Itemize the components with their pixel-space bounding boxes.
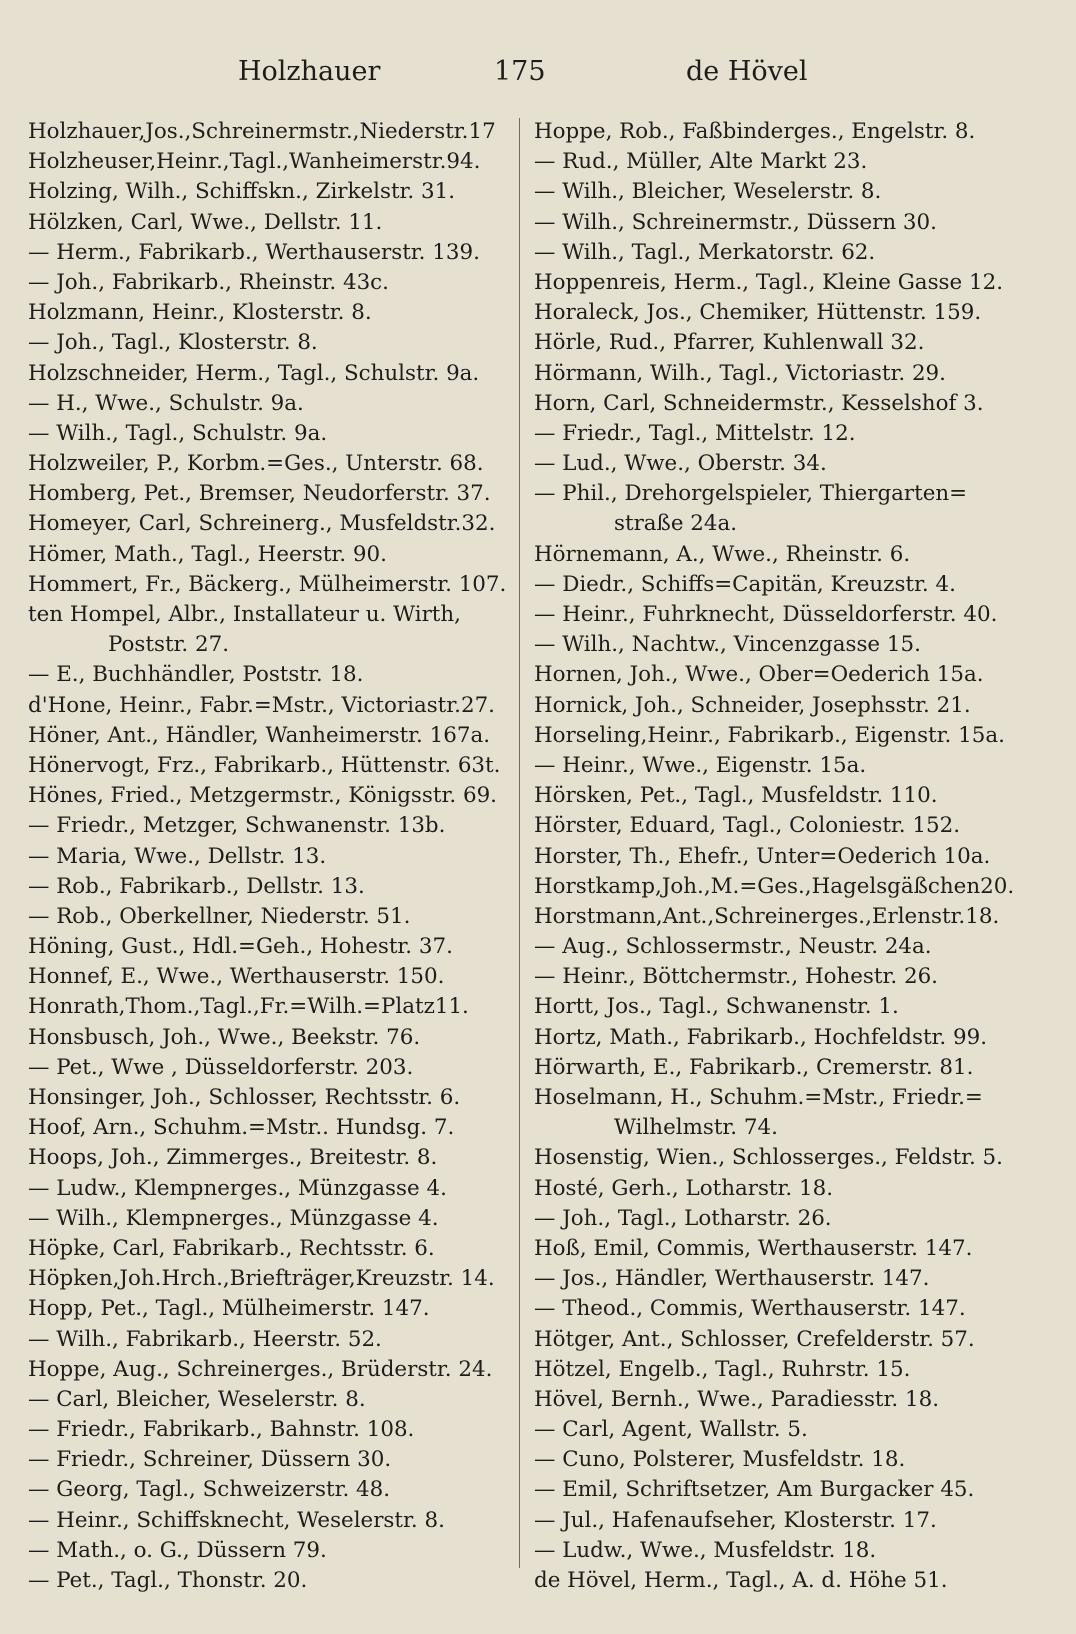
directory-entry-continuation: Wilhelmstr. 74. (614, 1115, 778, 1141)
directory-entry: Holzmann, Heinr., Klosterstr. 8. (28, 300, 372, 326)
directory-entry: — Georg, Tagl., Schweizerstr. 48. (28, 1477, 391, 1503)
directory-entry: Homeyer, Carl, Schreinerg., Musfeldstr.32. (28, 511, 496, 537)
column-divider (519, 118, 520, 1568)
directory-entry: Hölzken, Carl, Wwe., Dellstr. 11. (28, 209, 383, 235)
header-left-word: Holzhauer (238, 56, 381, 87)
directory-entry: Hoppenreis, Herm., Tagl., Kleine Gasse 12. (534, 269, 1003, 295)
directory-entry: — Wilh., Bleicher, Weselerstr. 8. (534, 179, 882, 205)
directory-entry: Hortt, Jos., Tagl., Schwanenstr. 1. (534, 994, 899, 1020)
directory-entry: Holzheuser,Heinr.,Tagl.,Wanheimerstr.94. (28, 149, 481, 175)
directory-entry: — E., Buchhändler, Poststr. 18. (28, 662, 364, 688)
directory-entry: — Jul., Hafenaufseher, Klosterstr. 17. (534, 1507, 937, 1533)
directory-entry: Hoops, Joh., Zimmerges., Breitestr. 8. (28, 1145, 438, 1171)
directory-entry: Höpken,Joh.Hrch.,Briefträger,Kreuzstr. 14. (28, 1266, 495, 1292)
directory-entry: — Joh., Tagl., Lotharstr. 26. (534, 1205, 832, 1231)
directory-entry: — Rud., Müller, Alte Markt 23. (534, 149, 868, 175)
directory-entry-continuation: Poststr. 27. (108, 632, 230, 658)
directory-entry: Holzing, Wilh., Schiffskn., Zirkelstr. 31. (28, 179, 456, 205)
directory-entry: Horstkamp,Joh.,M.=Ges.,Hagelsgäßchen20. (534, 873, 1015, 899)
directory-entry: — Rob., Fabrikarb., Dellstr. 13. (28, 873, 365, 899)
directory-entry: Hörle, Rud., Pfarrer, Kuhlenwall 32. (534, 330, 925, 356)
directory-entry: — Maria, Wwe., Dellstr. 13. (28, 843, 327, 869)
directory-entry: — Math., o. G., Düssern 79. (28, 1537, 327, 1563)
directory-entry: — Herm., Fabrikarb., Werthauserstr. 139. (28, 239, 480, 265)
directory-entry: Hoselmann, H., Schuhm.=Mstr., Friedr.= (534, 1085, 983, 1110)
directory-entry: — Wilh., Klempnerges., Münzgasse 4. (28, 1205, 439, 1231)
directory-entry: — Wilh., Nachtw., Vincenzgasse 15. (534, 632, 921, 658)
directory-entry: Holzschneider, Herm., Tagl., Schulstr. 9a. (28, 360, 480, 386)
directory-entry: — Theod., Commis, Werthauserstr. 147. (534, 1296, 966, 1322)
directory-entry: Honsbusch, Joh., Wwe., Beekstr. 76. (28, 1024, 421, 1050)
left-column (28, 117, 512, 1593)
directory-entry: Holzweiler, P., Korbm.=Ges., Unterstr. 68. (28, 451, 484, 477)
right-column (534, 117, 1034, 1593)
directory-entry: — Friedr., Tagl., Mittelstr. 12. (534, 420, 856, 446)
directory-entry: Hönes, Fried., Metzgermstr., Königsstr. 69. (28, 783, 497, 809)
directory-entry: — Joh., Tagl., Klosterstr. 8. (28, 330, 318, 356)
directory-entry: — Ludw., Wwe., Musfeldstr. 18. (534, 1537, 877, 1563)
directory-entry: — Rob., Oberkellner, Niederstr. 51. (28, 903, 411, 929)
directory-entry: Horstmann,Ant.,Schreinerges.,Erlenstr.18. (534, 903, 1000, 929)
directory-entry: Homberg, Pet., Bremser, Neudorferstr. 37. (28, 481, 491, 507)
directory-entry: — Heinr., Fuhrknecht, Düsseldorferstr. 40. (534, 602, 998, 627)
directory-entry: Hönervogt, Frz., Fabrikarb., Hüttenstr. 63t. (28, 752, 501, 778)
directory-entry: Hövel, Bernh., Wwe., Paradiesstr. 18. (534, 1386, 940, 1412)
directory-entry: Honnef, E., Wwe., Werthauserstr. 150. (28, 964, 445, 990)
directory-entry: — Pet., Tagl., Thonstr. 20. (28, 1568, 308, 1593)
directory-entry: — Heinr., Böttchermstr., Hohestr. 26. (534, 964, 938, 990)
directory-entry: Höner, Ant., Händler, Wanheimerstr. 167a. (28, 722, 491, 748)
directory-entry: — Friedr., Metzger, Schwanenstr. 13b. (28, 813, 446, 839)
directory-entry: — Heinr., Schiffsknecht, Weselerstr. 8. (28, 1507, 445, 1533)
directory-entry: — Friedr., Schreiner, Düssern 30. (28, 1447, 392, 1473)
directory-entry: Horster, Th., Ehefr., Unter=Oederich 10a. (534, 843, 991, 869)
directory-entry: Horaleck, Jos., Chemiker, Hüttenstr. 159. (534, 300, 982, 326)
directory-entry: ten Hompel, Albr., Installateur u. Wirth, (28, 602, 461, 627)
directory-entry: Hötger, Ant., Schlosser, Crefelderstr. 57. (534, 1326, 975, 1352)
directory-entry: Hosté, Gerh., Lotharstr. 18. (534, 1175, 834, 1201)
directory-entry: — Ludw., Klempnerges., Münzgasse 4. (28, 1175, 447, 1201)
directory-entry: — Emil, Schriftsetzer, Am Burgacker 45. (534, 1477, 975, 1503)
directory-entry: — Wilh., Tagl., Schulstr. 9a. (28, 420, 328, 446)
directory-entry: Hornick, Joh., Schneider, Josephsstr. 21. (534, 692, 971, 718)
directory-entry: Hommert, Fr., Bäckerg., Mülheimerstr. 107. (28, 571, 507, 597)
directory-entry: — Heinr., Wwe., Eigenstr. 15a. (534, 752, 867, 778)
directory-entry: Horn, Carl, Schneidermstr., Kesselshof 3. (534, 390, 984, 416)
directory-entry: — Phil., Drehorgelspieler, Thiergarten= (534, 481, 968, 507)
directory-entry: d'Hone, Heinr., Fabr.=Mstr., Victoriastr.27. (28, 692, 495, 718)
directory-entry: — Diedr., Schiffs=Capitän, Kreuzstr. 4. (534, 571, 956, 597)
directory-entry: Hörsken, Pet., Tagl., Musfeldstr. 110. (534, 783, 938, 809)
directory-entry: Höpke, Carl, Fabrikarb., Rechtsstr. 6. (28, 1235, 435, 1261)
directory-entry: Hörnemann, A., Wwe., Rheinstr. 6. (534, 541, 911, 567)
directory-entry: Hosenstig, Wien., Schlosserges., Feldstr. 5. (534, 1145, 1003, 1171)
directory-entry: — Cuno, Polsterer, Musfeldstr. 18. (534, 1447, 906, 1473)
page-header (0, 52, 1076, 92)
directory-entry: Hoß, Emil, Commis, Werthauserstr. 147. (534, 1235, 973, 1261)
directory-entry: de Hövel, Herm., Tagl., A. d. Höhe 51. (534, 1568, 948, 1593)
directory-entry: — Wilh., Tagl., Merkatorstr. 62. (534, 239, 876, 265)
directory-entry: Hopp, Pet., Tagl., Mülheimerstr. 147. (28, 1296, 430, 1322)
directory-entry: — Aug., Schlossermstr., Neustr. 24a. (534, 934, 932, 960)
directory-entry: Honrath,Thom.,Tagl.,Fr.=Wilh.=Platz11. (28, 994, 469, 1020)
directory-entry: — Carl, Agent, Wallstr. 5. (534, 1417, 808, 1443)
directory-entry: — Pet., Wwe , Düsseldorferstr. 203. (28, 1054, 414, 1080)
directory-entry: — Wilh., Fabrikarb., Heerstr. 52. (28, 1326, 382, 1352)
directory-entry: Hörster, Eduard, Tagl., Coloniestr. 152. (534, 813, 961, 839)
directory-entry: Hoof, Arn., Schuhm.=Mstr.. Hundsg. 7. (28, 1115, 455, 1141)
directory-entry: Hoppe, Rob., Faßbinderges., Engelstr. 8. (534, 119, 976, 144)
header-right-word: de Hövel (686, 56, 808, 87)
directory-entry: Höning, Gust., Hdl.=Geh., Hohestr. 37. (28, 934, 453, 960)
directory-entry: Hötzel, Engelb., Tagl., Ruhrstr. 15. (534, 1356, 911, 1382)
directory-entry: — Friedr., Fabrikarb., Bahnstr. 108. (28, 1417, 415, 1443)
directory-entry: — Lud., Wwe., Oberstr. 34. (534, 451, 827, 477)
directory-entry: — Jos., Händler, Werthauserstr. 147. (534, 1266, 930, 1292)
directory-entry: Honsinger, Joh., Schlosser, Rechtsstr. 6. (28, 1085, 461, 1110)
directory-entry: — H., Wwe., Schulstr. 9a. (28, 390, 304, 416)
directory-entry: — Joh., Fabrikarb., Rheinstr. 43c. (28, 269, 389, 295)
directory-entry: Horseling,Heinr., Fabrikarb., Eigenstr. 15a. (534, 722, 1005, 748)
directory-entry: — Carl, Bleicher, Weselerstr. 8. (28, 1386, 366, 1412)
directory-entry: Hörmann, Wilh., Tagl., Victoriastr. 29. (534, 360, 946, 386)
directory-entry: Hornen, Joh., Wwe., Ober=Oederich 15a. (534, 662, 984, 688)
directory-entry: Hörwarth, E., Fabrikarb., Cremerstr. 81. (534, 1054, 974, 1080)
page-number: 175 (494, 56, 546, 87)
directory-entry: Hömer, Math., Tagl., Heerstr. 90. (28, 541, 387, 567)
directory-entry-continuation: straße 24a. (614, 511, 738, 537)
directory-entry: Hoppe, Aug., Schreinerges., Brüderstr. 24. (28, 1356, 493, 1382)
directory-entry: — Wilh., Schreinermstr., Düssern 30. (534, 209, 937, 235)
directory-entry: Hortz, Math., Fabrikarb., Hochfeldstr. 99. (534, 1024, 988, 1050)
directory-entry: Holzhauer,Jos.,Schreinermstr.,Niederstr.17 (28, 119, 496, 144)
